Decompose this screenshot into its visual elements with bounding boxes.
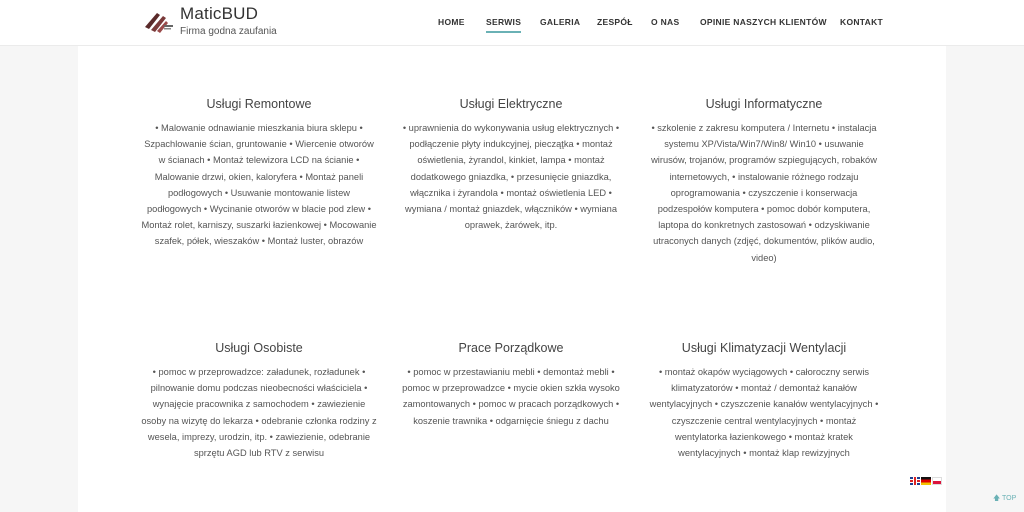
main-nav (0, 17, 1024, 37)
brand-tagline: Firma godna zaufania (180, 26, 277, 37)
service-klimatyzacja (646, 341, 882, 461)
germany-flag-icon[interactable] (921, 477, 931, 485)
service-title: Prace Porządkowe (458, 341, 564, 355)
nav-zespol[interactable]: ZESPÓŁ (597, 17, 633, 27)
nav-galeria[interactable]: GALERIA (540, 17, 581, 27)
nav-o-nas[interactable]: O NAS (651, 17, 680, 27)
service-description: • szkolenie z zakresu komputera / Internetu • instalacja systemu XP/Vista/Win7/Win8/ Win10 • usuwanie wirusów, trojanów, programów szpiegujących, robaków internetowych, • instalowanie różnego rodzaju oprogramowania • czyszczenie i konserwacja podzespołów komputera • pomoc dobór komputera, laptopa do konkretnych zastosowań • odzyskiwanie utraconych danych (zdjęć, dokumentów, plików audio, video) (651, 123, 877, 263)
site-header (0, 0, 1024, 46)
service-title: Usługi Remontowe (206, 97, 312, 111)
service-description: • uprawnienia do wykonywania usług elektrycznych • podłączenie płyty indukcyjnej, piecząţka • montaż oświetlenia, żyrandol, kinkiet, lampa • montaż dodatkowego gniazdka, • przesunięcie gniazdka, włącznika i żyrandola • montaż oświetlenia LED • wymiana / montaż gniazdek, włączników • wymiana oprawek, żarówek, itp. (402, 123, 620, 231)
arrow-up-icon: 🡅 (993, 495, 1001, 502)
service-description: • montaż okapów wyciągowych • całoroczny serwis klimatyzatorów • montaż / demontaż kanałów wentylacyjnych • czyszczenie kanałów wentylacyjnych • czyszczenie central wentylacyjnych • montaż wentylatorka łazienkowego • montaż kratek wentylacyjnych • montaż klap rewizyjnych (649, 367, 879, 459)
service-title: Usługi Osobiste (215, 341, 303, 355)
service-title: Usługi Klimatyzacji Wentylacji (681, 341, 847, 355)
service-description: • Malowanie odnawianie mieszkania biura sklepu • Szpachlowanie ścian, gruntowanie • Wiercenie otworów w ścianach • Montaż telewizora LCD na ścianie • Malowanie drzwi, okien, kaloryfera • Montaż paneli podłogowych • Usuwanie montowanie listew podłogowych • Wycinanie otworów w blacie pod zlew • Montaż rolet, karniszy, suszarki łazienkowej • Mocowanie szafek, półek, wieszaków • Montaż luster, obrazów (141, 123, 377, 247)
uk-flag-icon[interactable] (910, 477, 920, 485)
language-switcher (910, 477, 942, 486)
nav-opinie[interactable]: OPINIE NASZYCH KLIENTÓW (700, 17, 827, 27)
nav-serwis[interactable]: SERWIS (486, 17, 522, 27)
service-informatyczne (646, 97, 882, 266)
service-description: • pomoc w przestawianiu mebli • demontaż mebli • pomoc w przeprowadzce • mycie okien szkła wysoko zamontowanych • pomoc w pracach porządkowych • koszenie trawnika • odgarnięcie śniegu z dachu (402, 367, 620, 426)
back-to-top-label: TOP (1002, 495, 1017, 502)
nav-home[interactable]: HOME (438, 17, 465, 27)
service-title: Usługi Informatyczne (705, 97, 823, 111)
service-osobiste (141, 341, 377, 461)
service-elektryczne (393, 97, 629, 233)
brand-name[interactable]: MaticBUD (180, 4, 259, 23)
back-to-top-link[interactable] (993, 494, 1016, 505)
nav-kontakt[interactable]: KONTAKT (840, 17, 884, 27)
poland-flag-icon[interactable] (932, 477, 942, 485)
service-porzadkowe (393, 341, 629, 429)
service-description: • pomoc w przeprowadzce: załadunek, rozładunek • pilnowanie domu podczas nieobecności właściciela • wynajęcie pracownika z samochodem • zawiezienie osoby na wizytę do lekarza • odebranie członka rodziny z wesela, imprezy, urodzin, itp. • zawiezienie, odebranie sprzętu AGD lub RTV z serwisu (141, 367, 377, 459)
service-remontowe (141, 97, 377, 250)
service-title: Usługi Elektryczne (459, 97, 563, 111)
